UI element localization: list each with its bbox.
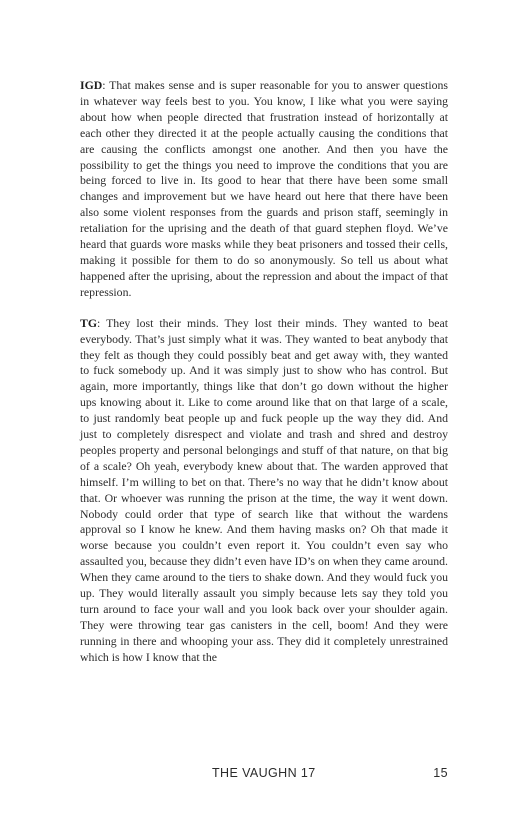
paragraph-text: : They lost their minds. They lost their minds. They wanted to beat everybody. That’s just simply what it was. They wanted to beat anybody that they felt as though they could possibly beat and get away with, they wanted to fuck somebody up. And it was simply just to show who has control. But again, more importantly, things like that don’t go down without the higher ups knowing about it. Like to come around like that on that large of a scale, to just randomly beat people up and fuck people up the way they did. And just to completely disrespect and violate and trash and shred and destroy peoples property and personal belongings and stuff of that nature, on that big of a scale? Oh yeah, everybody knew about that. The warden approved that himself. I’m willing to bet on that. There’s no way that he didn’t know about that. Or whoever was running the prison at the time, the way it went down. Nobody could order that type of search like that without the wardens approval so I know he knew. And them having masks on? Oh that made it worse because you couldn’t even report it. You couldn’t even say who assaulted you, because they didn’t even have ID’s on when they came around. When they came around to the tiers to shake down. And they would fuck you up. They would literally assault you simply because lets say they told you turn around to face your wall and you look back over your shoulder again. They were throwing tear gas canisters in the cell, boom! And they were running in there and whooping your ass. They did it completely unrestrained which is how I know that the — [80, 315, 448, 664]
interview-text — [80, 78, 448, 681]
paragraph-text: : That makes sense and is super reasonable for you to answer questions in whatever way feels best to you. You know, I like what you were saying about how when people directed that frustration instead of horizontally at each other they directed it at the people actually causing the conditions that are causing the conflicts amongst one another. And then you have the possibility to get the things you need to improve the conditions that you are being forced to live in. Its good to hear that there have been some small changes and improvement but we have heard out here that there have been also some violent responses from the guards and prison staff, seemingly in retaliation for the uprising and the death of that guard stephen floyd. We’ve heard that guards wore masks while they beat prisoners and tossed their cells, making it possible for them to do so anonymously. So tell us about what happened after the uprising, about the repression and about the impact of that repression. — [80, 78, 448, 299]
speaker-label: IGD — [80, 78, 103, 92]
paragraph-igd — [80, 78, 448, 301]
publication-title: THE VAUGHN 17 — [212, 766, 316, 780]
speaker-label: TG — [80, 315, 98, 330]
page-footer — [0, 766, 528, 784]
paragraph-tg — [80, 316, 448, 666]
page-number: 15 — [433, 766, 448, 780]
